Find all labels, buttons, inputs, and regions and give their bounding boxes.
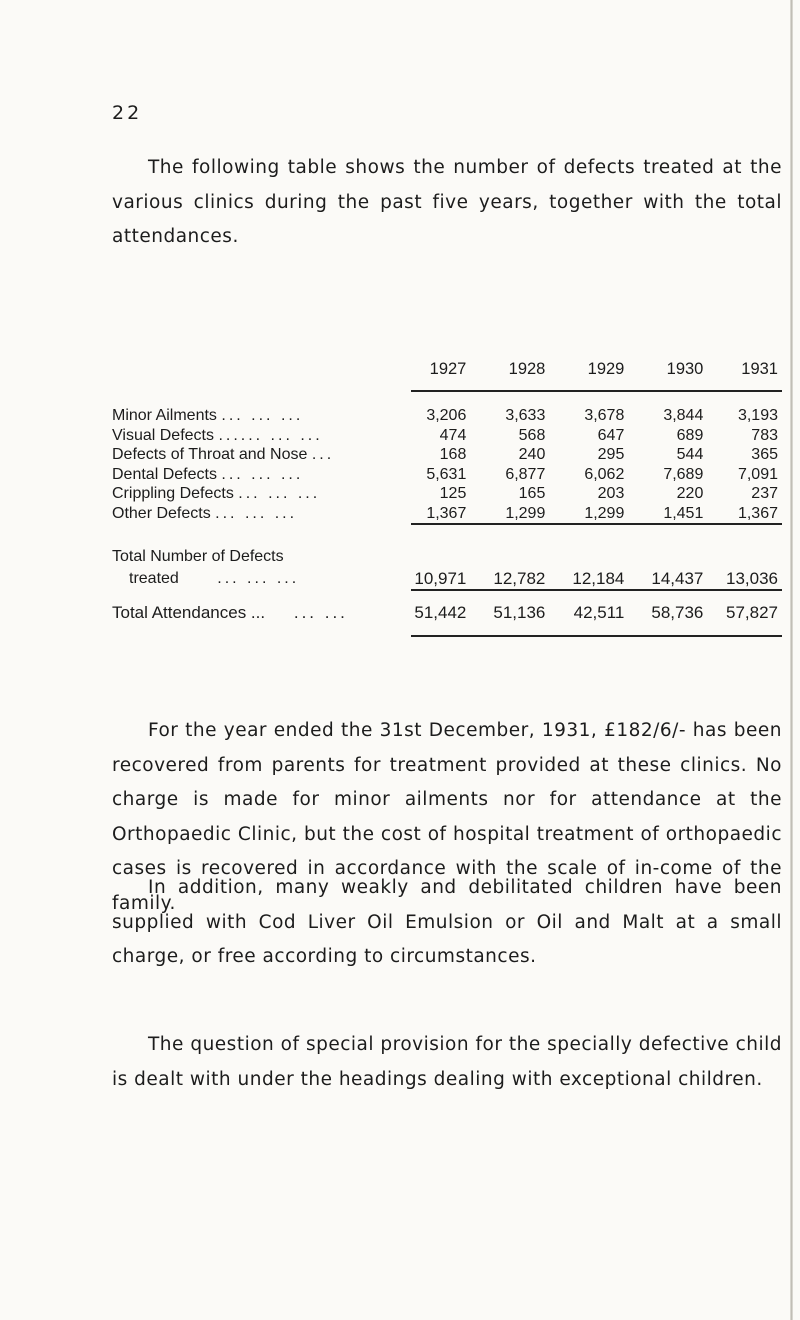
- row-label: Crippling Defects: [112, 485, 234, 502]
- total-defects-cell: 12,782: [470, 524, 549, 590]
- table-cell: 3,206: [426, 407, 467, 424]
- table-cell: 6,877: [505, 465, 546, 483]
- table-row: [112, 426, 782, 446]
- row-label: Minor Ailments: [112, 407, 217, 424]
- row-label: Dental Defects: [112, 465, 217, 483]
- dot-leader: ... ...: [293, 603, 348, 622]
- table-cell: 125: [439, 485, 467, 502]
- table-header-row: [112, 360, 782, 391]
- table-cell: 1,299: [584, 504, 625, 522]
- dot-leader: ... ... ...: [217, 570, 300, 587]
- total-defects-cell: 12,184: [549, 524, 628, 590]
- total-attendances-row: [112, 590, 782, 636]
- year-header: 1927: [411, 360, 471, 391]
- dot-leader: ... ... ...: [215, 505, 298, 522]
- table-cell: 365: [751, 446, 778, 463]
- table-cell: 1,367: [737, 504, 778, 522]
- table-row: [112, 484, 782, 504]
- total-attendances-cell: 51,136: [470, 590, 549, 636]
- table-cell: 3,193: [737, 407, 778, 424]
- table-cell: 568: [518, 426, 546, 444]
- total-attendances-cell: 57,827: [707, 590, 782, 636]
- table-row: [112, 406, 782, 426]
- table-row: [112, 504, 782, 525]
- special-provision-text: The question of special provision for the specially defective child is dealt with under the headings dealing with exceptional children.: [112, 1034, 782, 1090]
- row-label: Defects of Throat and Nose: [112, 446, 308, 463]
- table-cell: 3,844: [663, 407, 704, 424]
- total-attendances-cell: 42,511: [549, 590, 628, 636]
- table-cell: 1,451: [663, 504, 704, 522]
- page-number: 22: [112, 102, 143, 124]
- special-provision-paragraph: [112, 1028, 782, 1097]
- year-header: 1928: [470, 360, 549, 391]
- table-cell: 474: [439, 426, 467, 444]
- table-cell: 240: [518, 446, 546, 463]
- table-cell: 7,091: [737, 465, 778, 483]
- intro-paragraph: [112, 151, 782, 255]
- year-header: 1930: [628, 360, 707, 391]
- total-attendances-cell: 51,442: [411, 590, 471, 636]
- table-cell: 544: [676, 446, 704, 463]
- total-attendances-label: Total Attendances ...: [112, 603, 266, 622]
- year-header: 1929: [549, 360, 628, 391]
- table-cell: 203: [597, 485, 625, 502]
- table-cell: 3,633: [505, 407, 546, 424]
- table-row: [112, 465, 782, 485]
- emulsion-text: In addition, many weakly and debilitated children have been supplied with Cod Liver Oil Emulsion or Oil and Malt at a small charge, or free according to circumstances.: [112, 877, 782, 967]
- table-cell: 5,631: [426, 465, 467, 483]
- recovery-text: For the year ended the 31st December, 1931, £182/6/- has been recovered from parents for treatment provided at these clinics. No charge is made for minor ailments nor for attendance at the Orthopaedic Clinic, but the cost of hospital treatment of orthopaedic cases is recovered in accordance with the scale of in-come of the family.: [112, 720, 782, 914]
- table-cell: 783: [751, 426, 778, 444]
- dot-leader: ... ... ...: [238, 485, 321, 502]
- table-cell: 165: [518, 485, 546, 502]
- total-attendances-cell: 58,736: [628, 590, 707, 636]
- intro-text: The following table shows the number of defects treated at the various clinics during the past five years, together with the total attendances.: [112, 157, 782, 247]
- defects-table: [112, 360, 782, 637]
- row-label: Other Defects: [112, 505, 211, 522]
- header-blank: [112, 360, 411, 391]
- table-cell: 168: [439, 446, 467, 463]
- emulsion-paragraph: [112, 871, 782, 975]
- table-cell: 6,062: [584, 465, 625, 483]
- table-cell: 1,367: [426, 504, 467, 522]
- table-cell: 3,678: [584, 407, 625, 424]
- dot-leader: ...... ... ...: [218, 426, 323, 444]
- total-defects-label: Total Number of Defects: [112, 548, 284, 565]
- table-cell: 7,689: [663, 465, 704, 483]
- table-row: [112, 445, 782, 465]
- total-defects-cell: 10,971: [411, 524, 471, 590]
- table-cell: 689: [676, 426, 704, 444]
- dot-leader: ... ... ...: [221, 407, 304, 424]
- total-defects-label-cont: treated: [129, 570, 179, 587]
- table-cell: 220: [676, 485, 704, 502]
- total-defects-row: [112, 524, 782, 590]
- table-cell: 237: [751, 485, 778, 502]
- table-cell: 647: [597, 426, 625, 444]
- year-header: 1931: [707, 360, 782, 391]
- row-label: Visual Defects: [112, 426, 214, 444]
- total-defects-cell: 14,437: [628, 524, 707, 590]
- dot-leader: ... ... ...: [221, 465, 304, 483]
- dot-leader: ...: [311, 446, 335, 463]
- total-defects-cell: 13,036: [707, 524, 782, 590]
- table-cell: 1,299: [505, 504, 546, 522]
- page-edge-shadow: [790, 0, 793, 1320]
- table-cell: 295: [597, 446, 625, 463]
